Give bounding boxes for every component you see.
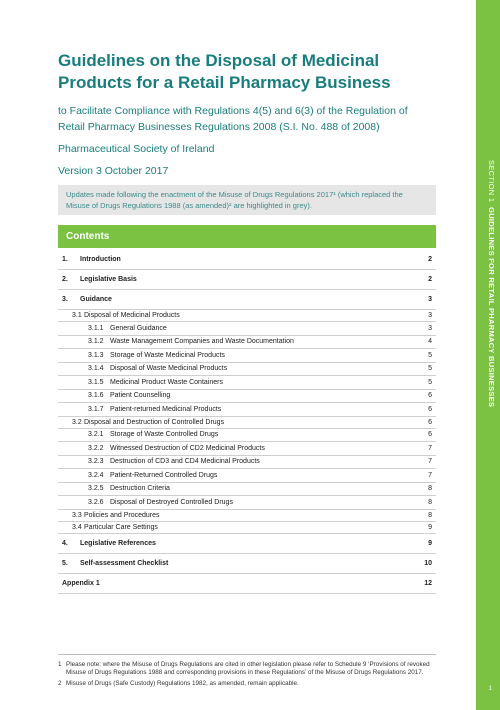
toc-entry-label (88, 499, 233, 506)
toc-entry-label (88, 445, 265, 452)
toc-entry-title: Policies and Procedures (84, 511, 160, 519)
toc-entry-number: 3.2 (72, 418, 82, 426)
sidebar-band (476, 0, 500, 710)
toc-entry-title: Storage of Waste Medicinal Products (110, 351, 225, 359)
toc-entry-title: Legislative References (80, 539, 156, 547)
toc-entry[interactable] (58, 496, 436, 510)
toc-entry-label (72, 524, 158, 531)
footnote-number: 1 (58, 661, 62, 668)
toc-entry-page: 3 (428, 312, 432, 319)
toc-entry-number: 5. (62, 559, 68, 567)
toc-entry[interactable] (58, 349, 436, 363)
toc-entry-number: 2. (62, 276, 68, 283)
toc-entry-number: 3.2.5 (88, 485, 104, 493)
toc-entry-page: 3 (428, 324, 432, 332)
toc-entry-title: Storage of Waste Controlled Drugs (110, 431, 219, 439)
toc-entry[interactable] (58, 376, 436, 390)
toc-entry-number: 3.1.7 (88, 405, 104, 413)
toc-entry-label (72, 512, 160, 519)
footnote-number: 2 (58, 680, 62, 687)
toc-entry-page: 4 (428, 338, 432, 346)
toc-entry-page: 8 (428, 485, 432, 493)
footnote (58, 680, 436, 688)
toc-entry-title: Disposal of Destroyed Controlled Drugs (110, 498, 233, 506)
toc-entry-label (88, 472, 217, 479)
sidebar-section: SECTION 1 (487, 160, 496, 203)
toc-entry-number: 3.1.3 (88, 351, 104, 359)
toc-entry-number: 3.3 (72, 511, 82, 519)
toc-entry-page: 10 (424, 559, 432, 567)
toc-entry-page: 6 (428, 418, 432, 426)
toc-entry-number: 4. (62, 539, 68, 547)
toc-entry-page: 7 (428, 471, 432, 479)
organization-name: Pharmaceutical Society of Ireland (58, 143, 215, 155)
document-title: Guidelines on the Disposal of Medicinal Products for a Retail Pharmacy Business (58, 51, 391, 92)
toc-entry-label (88, 485, 170, 492)
toc-entry-page: 5 (428, 378, 432, 386)
toc-entry-label (88, 392, 170, 399)
toc-entry-page: 7 (428, 458, 432, 466)
toc-entry-label (62, 580, 100, 587)
toc-entry-label (72, 419, 224, 426)
toc-entry-label (88, 352, 225, 359)
toc-entry-title: Introduction (80, 256, 121, 263)
toc-entry-title: Destruction of CD3 and CD4 Medicinal Products (110, 458, 260, 466)
toc-entry[interactable] (58, 390, 436, 404)
toc-entry-number: 3.2.4 (88, 471, 104, 479)
toc-entry[interactable] (58, 510, 436, 522)
toc-entry-number: 3.2.2 (88, 444, 104, 452)
toc-entry-number: 3.1.5 (88, 378, 104, 386)
toc-entry-page: 8 (428, 498, 432, 506)
toc-entry[interactable] (58, 336, 436, 350)
toc-entry-title: Medicinal Product Waste Containers (110, 378, 223, 386)
toc-entry-title: Disposal of Waste Medicinal Products (110, 365, 228, 373)
toc-entry[interactable] (58, 456, 436, 470)
toc-entry-label (88, 406, 221, 413)
toc-entry-label (62, 540, 156, 547)
contents-heading: Contents (58, 225, 436, 248)
version-label: Version 3 October 2017 (58, 165, 169, 177)
toc-entry[interactable] (58, 250, 436, 270)
toc-entry-label (62, 276, 137, 283)
page-number: 1 (488, 686, 492, 692)
toc-entry-label (88, 379, 223, 386)
sidebar-section-label (487, 160, 496, 407)
toc-entry-label (72, 312, 180, 319)
toc-entry-number: 3.1.4 (88, 365, 104, 373)
toc-entry-page: 9 (428, 523, 432, 531)
toc-entry-number: 3.2.3 (88, 458, 104, 466)
toc-entry[interactable] (58, 310, 436, 322)
toc-entry-label (88, 365, 227, 372)
toc-entry-page: 3 (428, 296, 432, 303)
toc-entry-page: 2 (428, 256, 432, 263)
toc-entry[interactable] (58, 522, 436, 534)
toc-entry-title: Waste Management Companies and Waste Documentation (110, 338, 294, 346)
toc-entry[interactable] (58, 290, 436, 310)
toc-entry[interactable] (58, 363, 436, 377)
toc-entry-title: General Guidance (110, 324, 167, 332)
toc-entry-label (62, 296, 112, 303)
toc-entry-title: Self-assessment Checklist (80, 559, 169, 567)
toc-entry-page: 5 (428, 351, 432, 359)
toc-entry-number: 3.1.2 (88, 338, 104, 346)
table-of-contents (58, 250, 436, 594)
toc-entry[interactable] (58, 417, 436, 429)
toc-entry-label (88, 325, 167, 332)
toc-entry-title: Witnessed Destruction of CD2 Medicinal Products (110, 444, 265, 452)
toc-entry-number: 3.2.1 (88, 431, 104, 439)
toc-entry-title: Patient-returned Medicinal Products (110, 405, 222, 413)
toc-entry-page: 5 (428, 365, 432, 373)
toc-entry-page: 8 (428, 511, 432, 519)
footnote-text: Please note: where the Misuse of Drugs Regulations are cited in other legislation please refer to Schedule 9 ‘Provisions of revoked Misuse of Drugs Regulations 1988 and corresponding provisions in these Regulations’ of the Misuse of Drugs Regulations 2017. (66, 661, 430, 676)
toc-entry-label (62, 560, 168, 567)
toc-entry-number: 3.1.6 (88, 392, 104, 400)
toc-entry[interactable] (58, 483, 436, 497)
toc-entry-title: Particular Care Settings (84, 523, 158, 531)
toc-entry-page: 7 (428, 444, 432, 452)
toc-entry[interactable] (58, 322, 436, 336)
toc-entry-number: 3.1.1 (88, 324, 104, 332)
toc-entry-label (88, 431, 218, 438)
toc-entry-page: 9 (428, 539, 432, 547)
toc-entry-number: 1. (62, 256, 68, 263)
toc-entry[interactable] (58, 574, 436, 594)
toc-entry-page: 12 (424, 579, 432, 587)
toc-entry[interactable] (58, 403, 436, 417)
toc-entry-label (88, 458, 260, 465)
main-content (58, 50, 436, 594)
toc-entry-title: Disposal of Medicinal Products (84, 312, 180, 319)
toc-entry[interactable] (58, 270, 436, 290)
sidebar-title: GUIDELINES FOR RETAIL PHARMACY BUSINESSES (487, 207, 496, 408)
toc-entry-title: Legislative Basis (80, 276, 137, 283)
toc-entry[interactable] (58, 442, 436, 456)
toc-entry-number: 3.2.6 (88, 498, 104, 506)
footnote (58, 661, 436, 677)
toc-entry-number: 3.4 (72, 523, 82, 531)
updates-note: Updates made following the enactment of the Misuse of Drugs Regulations 2017¹ (which replaced the Misuse of Drugs Regulations 1988 (as amended)² are highlighted in grey). (58, 185, 436, 215)
toc-entry-title: Disposal and Destruction of Controlled Drugs (84, 418, 225, 426)
footnotes (58, 654, 436, 691)
footnote-text: Misuse of Drugs (Safe Custody) Regulations 1982, as amended, remain applicable. (66, 680, 299, 687)
toc-entry-page: 6 (428, 431, 432, 439)
toc-entry-title: Destruction Criteria (110, 485, 170, 493)
toc-entry-number: 3. (62, 296, 68, 303)
toc-entry[interactable] (58, 554, 436, 574)
toc-entry-title: Patient Counselling (110, 392, 171, 400)
toc-entry[interactable] (58, 429, 436, 443)
toc-entry-page: 2 (428, 276, 432, 283)
toc-entry[interactable] (58, 469, 436, 483)
toc-entry-page: 6 (428, 392, 432, 400)
toc-entry-title: Guidance (80, 296, 112, 303)
document-subtitle: to Facilitate Compliance with Regulations 4(5) and 6(3) of the Regulation of Retail Pharmacy Businesses Regulations 2008 (S.I. No. 488 of 2008) (58, 105, 408, 133)
toc-entry-title: Appendix 1 (62, 579, 100, 587)
toc-entry-number: 3.1 (72, 312, 82, 319)
toc-entry-title: Patient-Returned Controlled Drugs (110, 471, 218, 479)
toc-entry-label (88, 338, 294, 345)
toc-entry-page: 6 (428, 405, 432, 413)
toc-entry-label (62, 256, 121, 263)
toc-entry[interactable] (58, 534, 436, 554)
